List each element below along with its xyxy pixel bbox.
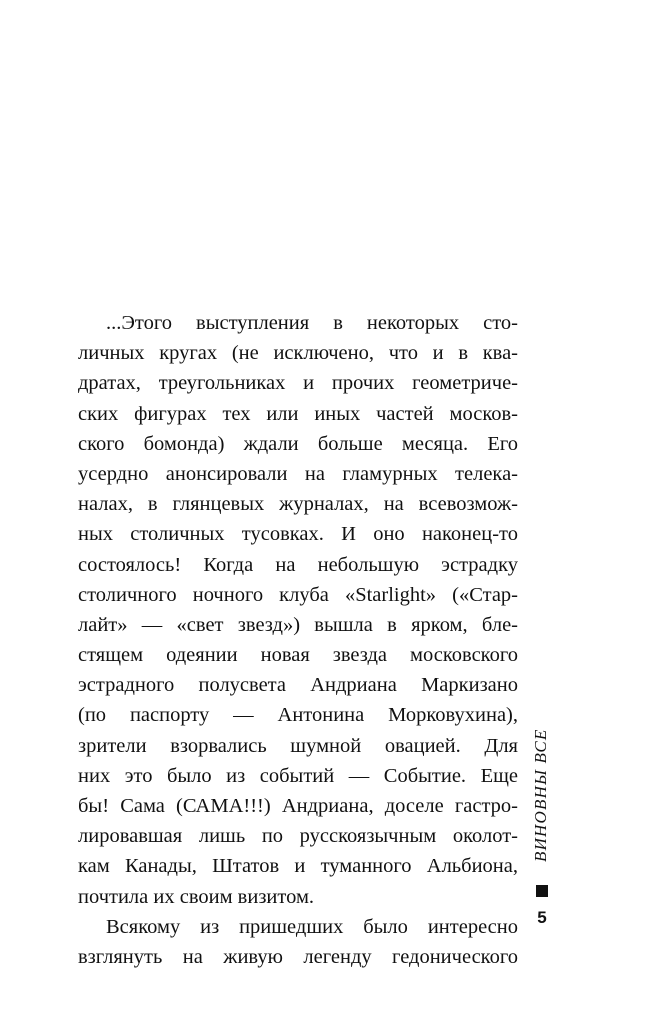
text-line: кам Канады, Штатов и туманного Альбиона, [78, 855, 518, 878]
text-line: состоялось! Когда на небольшую эстрадку [78, 553, 518, 576]
square-marker-icon [536, 885, 548, 897]
text-line: ского бомонда) ждали больше месяца. Его [78, 432, 518, 455]
body-text [78, 308, 518, 972]
text-line: почтила их своим визитом. [78, 885, 315, 908]
text-line: Всякому из пришедших было интересно [106, 915, 518, 938]
text-line: бы! Сама (САМА!!!) Андриана, доселе гастро- [78, 795, 518, 817]
text-line: ских фигурах тех или иных частей москов- [78, 402, 518, 425]
page-number: 5 [537, 908, 547, 927]
text-line: усердно анонсировали на гламурных телека- [78, 462, 518, 485]
text-line: налах, в глянцевых журналах, на всевозмож- [78, 493, 518, 516]
text-line: дратах, треугольниках и прочих геометриче- [78, 372, 518, 395]
text-line: зрители взорвались шумной овацией. Для [78, 734, 518, 757]
text-line: них это было из событий — Событие. Еще [78, 764, 518, 787]
text-line: ...Этого выступления в некоторых сто- [106, 312, 518, 334]
text-line: эстрадного полусвета Андриана Маркизано [78, 674, 518, 697]
text-line: взглянуть на живую легенду гедонического [78, 945, 518, 968]
text-line: (по паспорту — Антонина Морковухина), [78, 704, 518, 727]
running-head: ВИНОВНЫ ВСЕ [531, 728, 550, 862]
text-line: ных столичных тусовках. И оно наконец-то [78, 523, 518, 546]
text-line: столичного ночного клуба «Starlight» («Стар- [78, 583, 518, 606]
text-line: лировавшая лишь по русскоязычным околот- [78, 825, 518, 848]
text-line: стящем одеянии новая звезда московского [78, 644, 518, 667]
text-line: лайт» — «свет звезд») вышла в ярком, бле- [78, 613, 518, 636]
text-line: личных кругах (не исключено, что и в ква- [78, 342, 518, 365]
